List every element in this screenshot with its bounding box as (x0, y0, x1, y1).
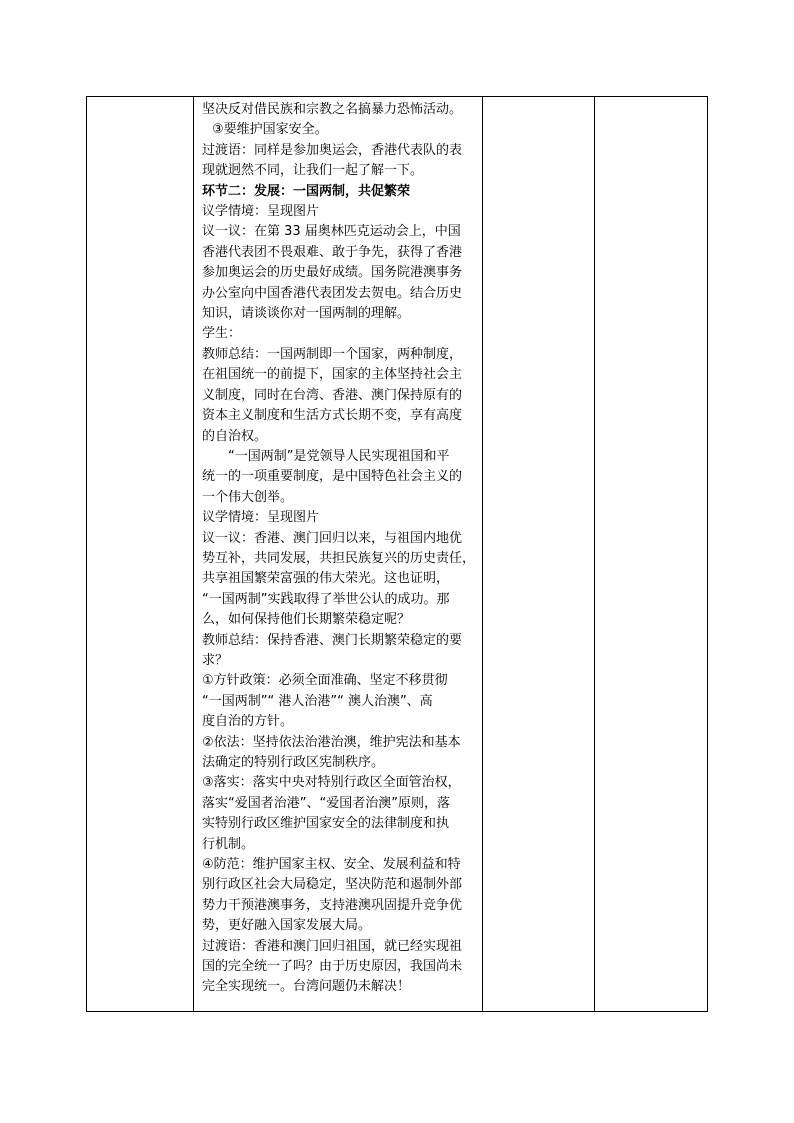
content-line: 办公室向中国香港代表团发去贺电。结合历史 (202, 285, 463, 301)
lesson-plan-table (86, 96, 708, 1012)
content-line: 学生： (202, 326, 242, 342)
teaching-content-cell (195, 97, 481, 1011)
content-line: 教师总结：保持香港、澳门长期繁荣稳定的要 (202, 632, 463, 648)
content-line: 的自治权。 (202, 428, 268, 444)
content-line: 知识，请谈谈你对一国两制的理解。 (202, 306, 411, 322)
content-line: 在祖国统一的前提下，国家的主体坚持社会主 (202, 367, 463, 383)
content-line: 议学情境：呈现图片 (202, 204, 320, 220)
column-divider-1 (193, 97, 194, 1011)
content-line: 别行政区社会大局稳定，坚决防范和遏制外部 (202, 877, 463, 893)
content-line: ①方针政策：必须全面准确、坚定不移贯彻 (202, 673, 448, 689)
content-line: 坚决反对借民族和宗教之名搞暴力恐怖活动。 (202, 102, 463, 117)
section-heading: 环节二：发展：一国两制，共促繁荣 (202, 183, 411, 199)
content-line: 国的完全统一了吗？由于历史原因，我国尚未 (202, 959, 463, 975)
content-line: 求？ (202, 652, 229, 668)
content-line: 势，更好融入国家发展大局。 (202, 918, 372, 934)
content-line: ③要维护国家安全。 (212, 122, 328, 138)
content-line: 议学情境：呈现图片 (202, 510, 320, 526)
content-line: 统一的一项重要制度，是中国特色社会主义的 (202, 469, 463, 485)
content-line: ②依法：坚持依法治港治澳，维护宪法和基本 (202, 734, 461, 750)
content-line: ③落实：落实中央对特别行政区全面管治权， (202, 775, 461, 791)
content-line: “一国两制”实践取得了举世公认的成功。那 (202, 591, 450, 607)
content-line: ④防范：维护国家主权、安全、发展利益和特 (202, 857, 461, 873)
content-line: 参加奥运会的历史最好成绩。国务院港澳事务 (202, 265, 463, 281)
content-line: 资本主义制度和生活方式长期不变，享有高度 (202, 408, 463, 424)
content-line: 现就迥然不同，让我们一起了解一下。 (202, 163, 424, 179)
content-line: 教师总结：一国两制即一个国家，两种制度， (202, 346, 463, 362)
content-line: 义制度，同时在台湾、香港、澳门保持原有的 (202, 387, 463, 403)
content-line: 完全实现统一。台湾问题仍未解决！ (202, 979, 411, 995)
content-line: 度自治的方针。 (202, 714, 294, 730)
content-line: 议一议：在第 33 届奥林匹克运动会上，中国 (202, 224, 461, 240)
content-line: 落实“爱国者治港”、“爱国者治澳”原则，落 (202, 795, 450, 811)
content-line: 实特别行政区维护国家安全的法律制度和执 (202, 816, 450, 832)
content-line: 过渡语：香港和澳门回归祖国，就已经实现祖 (202, 938, 463, 954)
content-line: 行机制。 (202, 836, 255, 852)
content-line: 议一议：香港、澳门回归以来，与祖国内地优 (202, 530, 463, 546)
content-line: “一国两制”是党领导人民实现祖国和平 (228, 448, 450, 464)
content-line: 法确定的特别行政区宪制秩序。 (202, 755, 385, 770)
content-line: “一国两制”“ 港人治港”“ 澳人治澳”、高 (202, 693, 433, 709)
content-line: 过渡语：同样是参加奥运会，香港代表队的表 (202, 142, 463, 158)
content-line: 么，如何保持他们长期繁荣稳定呢？ (202, 612, 411, 628)
content-line: 一个伟大创举。 (202, 489, 294, 505)
content-line: 共享祖国繁荣富强的伟大荣光。这也证明， (202, 571, 450, 587)
content-line: 香港代表团不畏艰难、敢于争先，获得了香港 (202, 244, 463, 260)
column-divider-3 (594, 97, 595, 1011)
content-line: 势力干预港澳事务，支持港澳巩固提升竞争优 (202, 897, 463, 913)
content-line: 势互补，共同发展，共担民族复兴的历史责任， (202, 550, 476, 566)
column-divider-2 (482, 97, 483, 1011)
